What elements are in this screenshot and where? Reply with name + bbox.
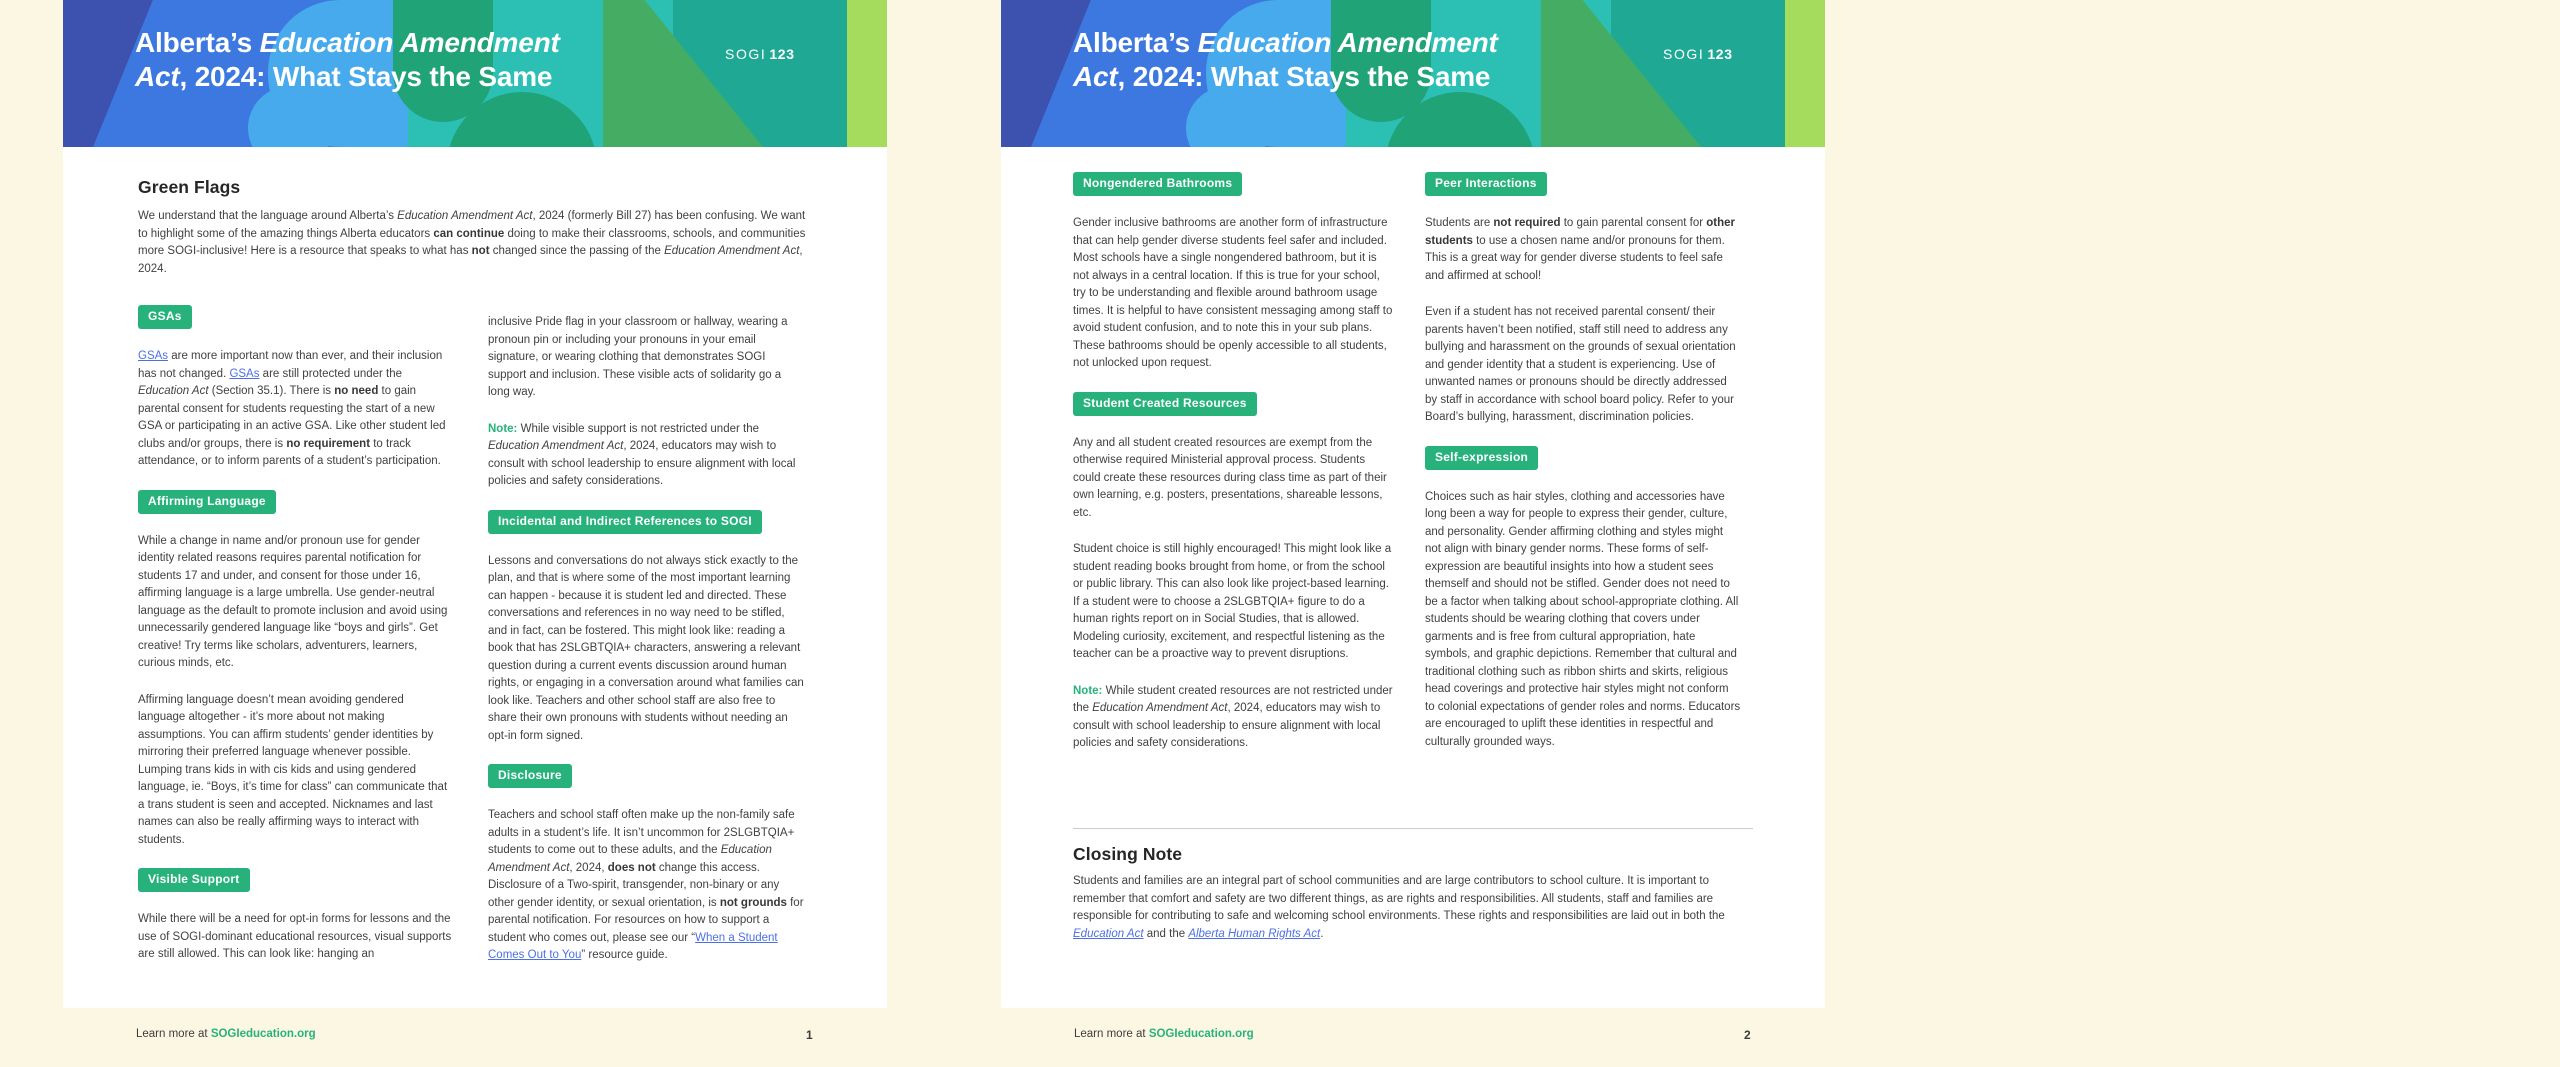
student-resources-note: Note: While student created resources are not restricted under the Education Amendment Act, 2024, educators may wish to consult with school leadership to ensure alignment with local policies and safety considerations. (1073, 684, 1393, 749)
section-badge-nongendered-bathrooms: Nongendered Bathrooms (1073, 172, 1242, 196)
inline-link[interactable]: Education Act (1073, 927, 1144, 940)
section-badge-visible-support: Visible Support (138, 868, 250, 892)
section-badge-gsas: GSAs (138, 305, 192, 329)
sogi123-logo-text: SOGI (725, 46, 767, 62)
document-page-2 (1001, 0, 1825, 1008)
document-title (135, 26, 560, 94)
document-title (1073, 26, 1498, 94)
document-page-1 (63, 0, 887, 1008)
sogi123-logo (725, 46, 795, 62)
inline-link[interactable]: Alberta Human Rights Act (1188, 927, 1321, 940)
incidental-references-paragraph: Lessons and conversations do not always stick exactly to the plan, and that is where some of the most important learning can happen - because it is student led and directed. These conversations and references in no way need to be stifled, and in fact, can be fostered. This might look like: reading a book that has 2SLGBTQIA+ characters, answering a relevant question during a current events discussion around human rights, or engaging in a conversation around what families can look like. Teachers and other school staff are also free to share their own pronouns with students without needing an opt-in form signed. (488, 554, 804, 742)
green-flags-section (138, 178, 806, 278)
peer-interactions-paragraph-2: Even if a student has not received parental consent/ their parents haven’t been notified, staff still need to address any bullying and harassment on the grounds of sexual orientation and gender identity that a student is experiencing. Use of unwanted names or pronouns should be directly addressed by staff in accordance with school board policy. Refer to your Board’s bullying, harassment, discrimination policies. (1425, 306, 1736, 423)
closing-note-paragraph: Students and families are an integral part of school communities and are large contributors to school culture. It is important to remember that comfort and safety are two different things, as are rights and responsibilities. All students, staff and families are responsible for contributing to safe and welcoming school environments. These rights and responsibilities are laid out in both the Education Act and the Alberta Human Rights Act. (1073, 875, 1725, 940)
page2-footer (1074, 1028, 1254, 1040)
sogi123-logo (1663, 46, 1733, 62)
visible-support-paragraph: While there will be a need for opt-in forms for lessons and the use of SOGI-dominant educational resources, visual supports are still allowed. This can look like: hanging an (138, 913, 452, 960)
inline-link[interactable]: When a Student Comes Out to You (488, 931, 778, 961)
affirming-language-paragraph-2: Affirming language doesn’t mean avoiding gendered language altogether - it’s more about not making assumptions. You can affirm students’ gender identities by mirroring their preferred language whenever possible. Lumping trans kids in with cis kids and using gendered language, ie. “Boys, it’s time for class” can communicate that a trans student is seen and accepted. Nicknames and last names can also be really affirming ways to interact with students. (138, 693, 448, 846)
page2-left-column (1073, 172, 1395, 772)
nongendered-bathrooms-paragraph: Gender inclusive bathrooms are another form of infrastructure that can help gender diverse students feel safer and included. Most schools have a single nongendered bathroom, but it is not always in a central location. If this is true for your school, try to be understanding and flexible around bathroom usage times. It is helpful to have consistent messaging among staff to avoid student confusion, and to note this in your sub plans. These bathrooms should be openly accessible to all students, not unlocked upon request. (1073, 217, 1393, 369)
self-expression-paragraph: Choices such as hair styles, clothing and accessories have long been a way for people to express their gender, culture, and personality. Gender affirming clothing and styles might not align with binary gender norms. These forms of self-expression are beautiful insights into how a student sees themself and should not be stifled. Gender does not need to be a factor when talking about school-appropriate clothing. All students should be wearing clothing that covers under garments and is free from cultural appropriation, hate symbols, and graphic depictions. Remember that cultural and traditional clothing such as ribbon shirts and skirts, religious head coverings and protective hair styles might not conform to colonial expectations of gender roles and norms. Educators are encouraged to uplift these identities in respectful and culturally grounded ways. (1425, 490, 1741, 748)
page2-page-number: 2 (1744, 1028, 1751, 1042)
footer-learn-more-text: Learn more at (136, 1028, 208, 1040)
intro-paragraph: We understand that the language around Alberta’s Education Amendment Act, 2024 (formerly Bill 27) has been confusing. We want to highlight some of the amazing things Alberta educators can continue doing to make their classrooms, schools, and communities more SOGI-inclusive! Here is a resource that speaks to what has not changed since the passing of the Education Amendment Act, 2024. (138, 210, 806, 275)
section-badge-disclosure: Disclosure (488, 764, 572, 788)
section-badge-affirming-language: Affirming Language (138, 490, 276, 514)
footer-site-link[interactable]: SOGIeducation.org (210, 1028, 316, 1040)
sogi123-logo-number: 123 (1707, 46, 1733, 62)
inline-link[interactable]: GSAs (138, 350, 169, 362)
footer-site-link[interactable]: SOGIeducation.org (1148, 1028, 1254, 1040)
page2-right-column (1425, 172, 1741, 770)
page1-right-column (488, 314, 804, 984)
page1-page-number: 1 (806, 1028, 813, 1042)
document-title-line: Act, 2024: What Stays the Same (135, 61, 553, 92)
section-heading-closing-note: Closing Note (1073, 844, 1183, 864)
visible-support-continued-paragraph: inclusive Pride flag in your classroom or hallway, wearing a pronoun pin or including your pronouns in your email signature, or wearing clothing that demonstrates SOGI support and inclusion. These visible acts of solidarity go a long way. (488, 316, 788, 398)
affirming-language-paragraph-1: While a change in name and/or pronoun use for gender identity related reasons requires parental notification for students 17 and under, and consent for those under 16, affirming language is a large umbrella. Use gender-neutral language as the default to promote inclusion and avoid using unnecessarily gendered language like “boys and girls”. Get creative! Try terms like scholars, adventurers, learners, curious minds, etc. (138, 534, 448, 669)
inline-link[interactable]: GSAs (229, 367, 260, 380)
closing-note-section (1073, 828, 1753, 943)
page-header (63, 0, 887, 147)
section-badge-peer-interactions: Peer Interactions (1425, 172, 1547, 196)
section-badge-self-expression: Self-expression (1425, 446, 1538, 470)
student-resources-paragraph-2: Student choice is still highly encouraged! This might look like a student reading books brought from home, or from the school or public library. This can also look like project-based learning. If a student were to choose a 2SLGBTQIA+ figure to do a human rights report on in Social Studies, that is allowed. Modeling curiosity, excitement, and respectful listening as the teacher can be a proactive way to prevent disruptions. (1073, 543, 1392, 660)
visible-support-note: Note: While visible support is not restricted under the Education Amendment Act, 2024, educators may wish to consult with school leadership to ensure alignment with local policies and safety considerations. (488, 422, 796, 487)
section-heading-green-flags: Green Flags (138, 177, 241, 197)
document-title-line: Act, 2024: What Stays the Same (1073, 61, 1491, 92)
disclosure-paragraph: Teachers and school staff often make up the non-family safe adults in a student’s life. It isn’t uncommon for 2SLGBTQIA+ students to come out to these adults, and the Education Amendment Act, 2024, does not change this access. Disclosure of a Two-spirit, transgender, non-binary or any other gender identity, or sexual orientation, is not grounds for parental notification. For resources on how to support a student who comes out, please see our “When a Student Comes Out to You” resource guide. (488, 809, 804, 961)
peer-interactions-paragraph-1: Students are not required to gain parental consent for other students to use a chosen name and/or pronouns for them. This is a great way for gender diverse students to feel safe and affirmed at school! (1425, 217, 1736, 282)
sogi123-logo-text: SOGI (1663, 46, 1705, 62)
page-header (1001, 0, 1825, 147)
page1-left-column (138, 305, 454, 983)
sogi123-logo-number: 123 (769, 46, 795, 62)
header-art-shape (847, 0, 887, 147)
footer-learn-more-text: Learn more at (1074, 1028, 1146, 1040)
document-title-line: Alberta’s Education Amendment (1073, 27, 1498, 58)
section-badge-incidental-references: Incidental and Indirect References to SOGI (488, 510, 762, 534)
gsas-paragraph: GSAs are more important now than ever, and their inclusion has not changed. GSAs are still protected under the Education Act (Section 35.1). There is no need to gain parental consent for students requesting the start of a new GSA or participating in an active GSA. Like other student led clubs and/or groups, there is no requirement to track attendance, or to inform parents of a student’s participation. (138, 350, 446, 467)
student-resources-paragraph-1: Any and all student created resources are exempt from the otherwise required Ministerial approval process. Students could create these resources during class time as part of their own learning, e.g. posters, presentations, shareable lessons, etc. (1073, 436, 1387, 519)
document-title-line: Alberta’s Education Amendment (135, 27, 560, 58)
header-art-shape (1785, 0, 1825, 147)
page1-footer (136, 1028, 316, 1040)
section-badge-student-created-resources: Student Created Resources (1073, 392, 1257, 416)
